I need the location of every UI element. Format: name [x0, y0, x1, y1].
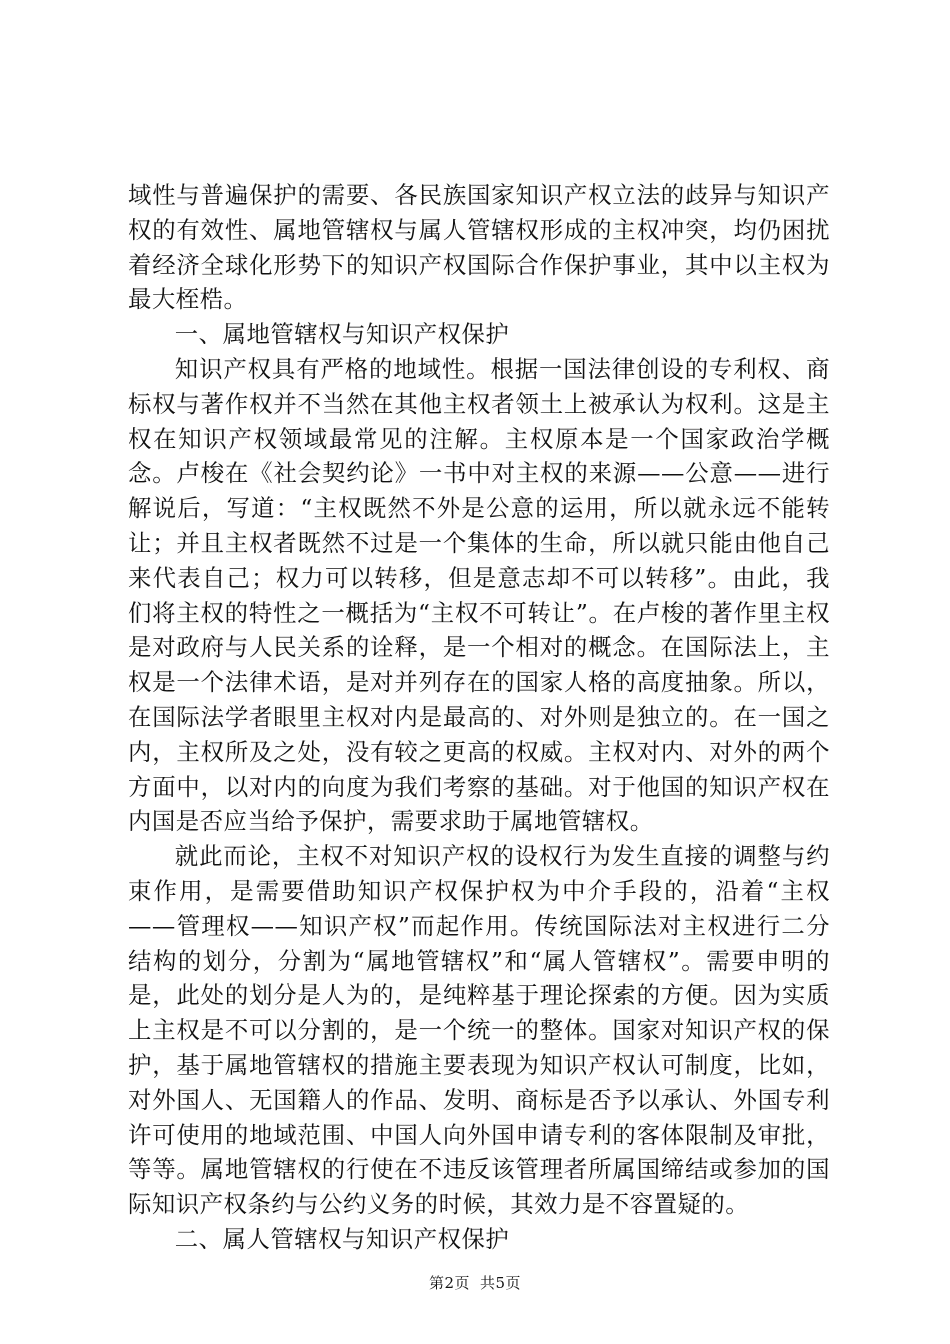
page-footer: [0, 1273, 950, 1293]
paragraph-jurisdiction-division: 就此而论，主权不对知识产权的设权行为发生直接的调整与约束作用，是需要借助知识产权保护权为中介手段的，沿着“主权——管理权——知识产权”而起作用。传统国际法对主权进行二分结构的划分，分割为“属地管辖权”和“属人管辖权”。需要申明的是，此处的划分是人为的，是纯粹基于理论探索的方便。因为实质上主权是不可以分割的，是一个统一的整体。国家对知识产权的保护，基于属地管辖权的措施主要表现为知识产权认可制度，比如，对外国人、无国籍人的作品、发明、商标是否予以承认、外国专利许可使用的地域范围、中国人向外国申请专利的客体限制及审批，等等。属地管辖权的行使在不违反该管理者所属国缔结或参加的国际知识产权条约与公约义务的时候，其效力是不容置疑的。: [128, 842, 830, 1219]
section-heading-territorial-jurisdiction: 一、属地管辖权与知识产权保护: [174, 320, 510, 349]
page-number: 第2页: [428, 1274, 470, 1292]
continued-paragraph: 域性与普遍保护的需要、各民族国家知识产权立法的歧异与知识产权的有效性、属地管辖权与属人管辖权形成的主权冲突，均仍困扰着经济全球化形势下的知识产权国际合作保护事业，其中以主权为最大桎梏。: [128, 181, 830, 314]
document-body: [128, 178, 830, 1257]
paragraph-territoriality: 知识产权具有严格的地域性。根据一国法律创设的专利权、商标权与著作权并不当然在其他主权者领土上被承认为权利。这是主权在知识产权领域最常见的注解。主权原本是一个国家政治学概念。卢梭在《社会契约论》一书中对主权的来源——公意——进行解说后，写道：“主权既然不外是公意的运用，所以就永远不能转让；并且主权者既然不过是一个集体的生命，所以就只能由他自己来代表自己；权力可以转移，但是意志却不可以转移”。由此，我们将主权的特性之一概括为“主权不可转让”。在卢梭的著作里主权是对政府与人民关系的诠释，是一个相对的概念。在国际法上，主权是一个法律术语，是对并列存在的国家人格的高度抽象。所以，在国际法学者眼里主权对内是最高的、对外则是独立的。在一国之内，主权所及之处，没有较之更高的权威。主权对内、对外的两个方面中，以对内的向度为我们考察的基础。对于他国的知识产权在内国是否应当给予保护，需要求助于属地管辖权。: [128, 354, 830, 836]
section-heading-personal-jurisdiction: 二、属人管辖权与知识产权保护: [174, 1224, 510, 1253]
page-total: 共5页: [480, 1274, 522, 1292]
